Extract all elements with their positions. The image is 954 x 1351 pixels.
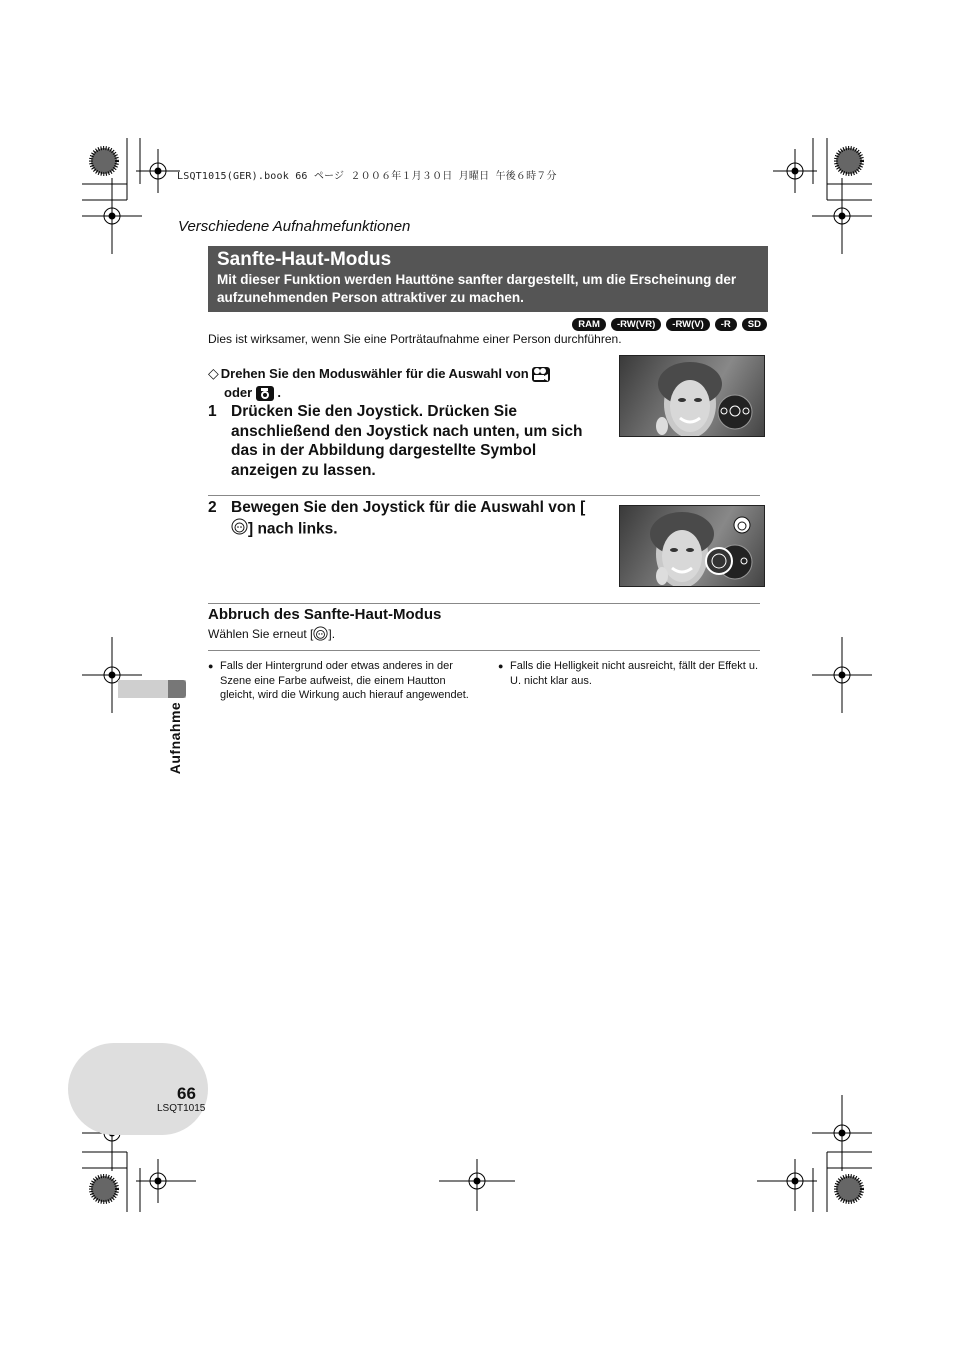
step-text: Drücken Sie den Joystick. Drücken Sie anschließend den Joystick nach unten, um sich das in der Abbildung dargestellte Symbol anzeigen zu lassen. (231, 403, 583, 479)
note-text: Falls die Helligkeit nicht ausreicht, fällt der Effekt u. U. nicht klar aus. (510, 660, 759, 687)
intro-text: Dies ist wirksamer, wenn Sie eine Porträtaufnahme einer Person durchführen. (208, 332, 622, 346)
note-1 (208, 659, 478, 703)
soft-skin-icon (313, 626, 328, 644)
side-tab-label: Aufnahme (167, 701, 183, 775)
divider (208, 650, 760, 651)
cancel-text-before: Wählen Sie erneut [ (208, 627, 314, 642)
page-number: 66 (177, 1084, 196, 1103)
page-title: Sanfte-Haut-Modus (217, 249, 392, 270)
divider (208, 603, 760, 604)
note-2 (498, 659, 760, 688)
diamond-icon: ◇ (208, 365, 219, 381)
badge-rw-vr: -RW(VR) (611, 318, 661, 331)
cancel-heading: Abbruch des Sanfte-Haut-Modus (208, 606, 442, 623)
media-badges (572, 318, 767, 331)
step-2 (208, 498, 593, 540)
badge-r: -R (715, 318, 737, 331)
page-code: LSQT1015 (157, 1103, 206, 1114)
note-text: Falls der Hintergrund oder etwas anderes in der Szene eine Farbe aufweist, die einem Hautton gleicht, wird die Wirkung auch hierauf angewendet. (220, 660, 469, 701)
badge-rw-v: -RW(V) (666, 318, 709, 331)
cancel-text (208, 626, 335, 644)
illustration-photo-1 (619, 355, 765, 437)
section-heading: Verschiedene Aufnahmefunktionen (178, 218, 411, 235)
prestep-text-2: oder (224, 385, 253, 400)
badge-sd: SD (742, 318, 767, 331)
page-subtitle: Mit dieser Funktion werden Hauttöne sanfter dargestellt, um die Erscheinung der aufzunehmenden Person attraktiver zu machen. (217, 272, 737, 305)
print-header: LSQT1015(GER).book 66 ページ ２００６年１月３０日 月曜日 午後６時７分 (177, 171, 557, 182)
bullet-icon: ● (498, 661, 504, 671)
soft-skin-icon (231, 518, 248, 541)
illustration-photo-2 (619, 505, 765, 587)
prestep-text-1: Drehen Sie den Moduswähler für die Auswahl von (220, 366, 529, 381)
divider (208, 495, 760, 496)
step-text-before: Bewegen Sie den Joystick für die Auswahl von [ (231, 499, 586, 516)
camera-icon (256, 386, 274, 401)
title-box (208, 246, 768, 312)
step-number: 1 (208, 403, 217, 420)
step-1 (208, 402, 593, 480)
bullet-icon: ● (208, 661, 214, 671)
prestep-text-3: . (277, 385, 282, 400)
step-number: 2 (208, 499, 217, 516)
badge-ram: RAM (572, 318, 606, 331)
video-camera-icon (532, 367, 550, 382)
cancel-text-after: ]. (328, 627, 336, 642)
step-text-after: ] nach links. (248, 519, 338, 537)
prestep (208, 364, 598, 402)
